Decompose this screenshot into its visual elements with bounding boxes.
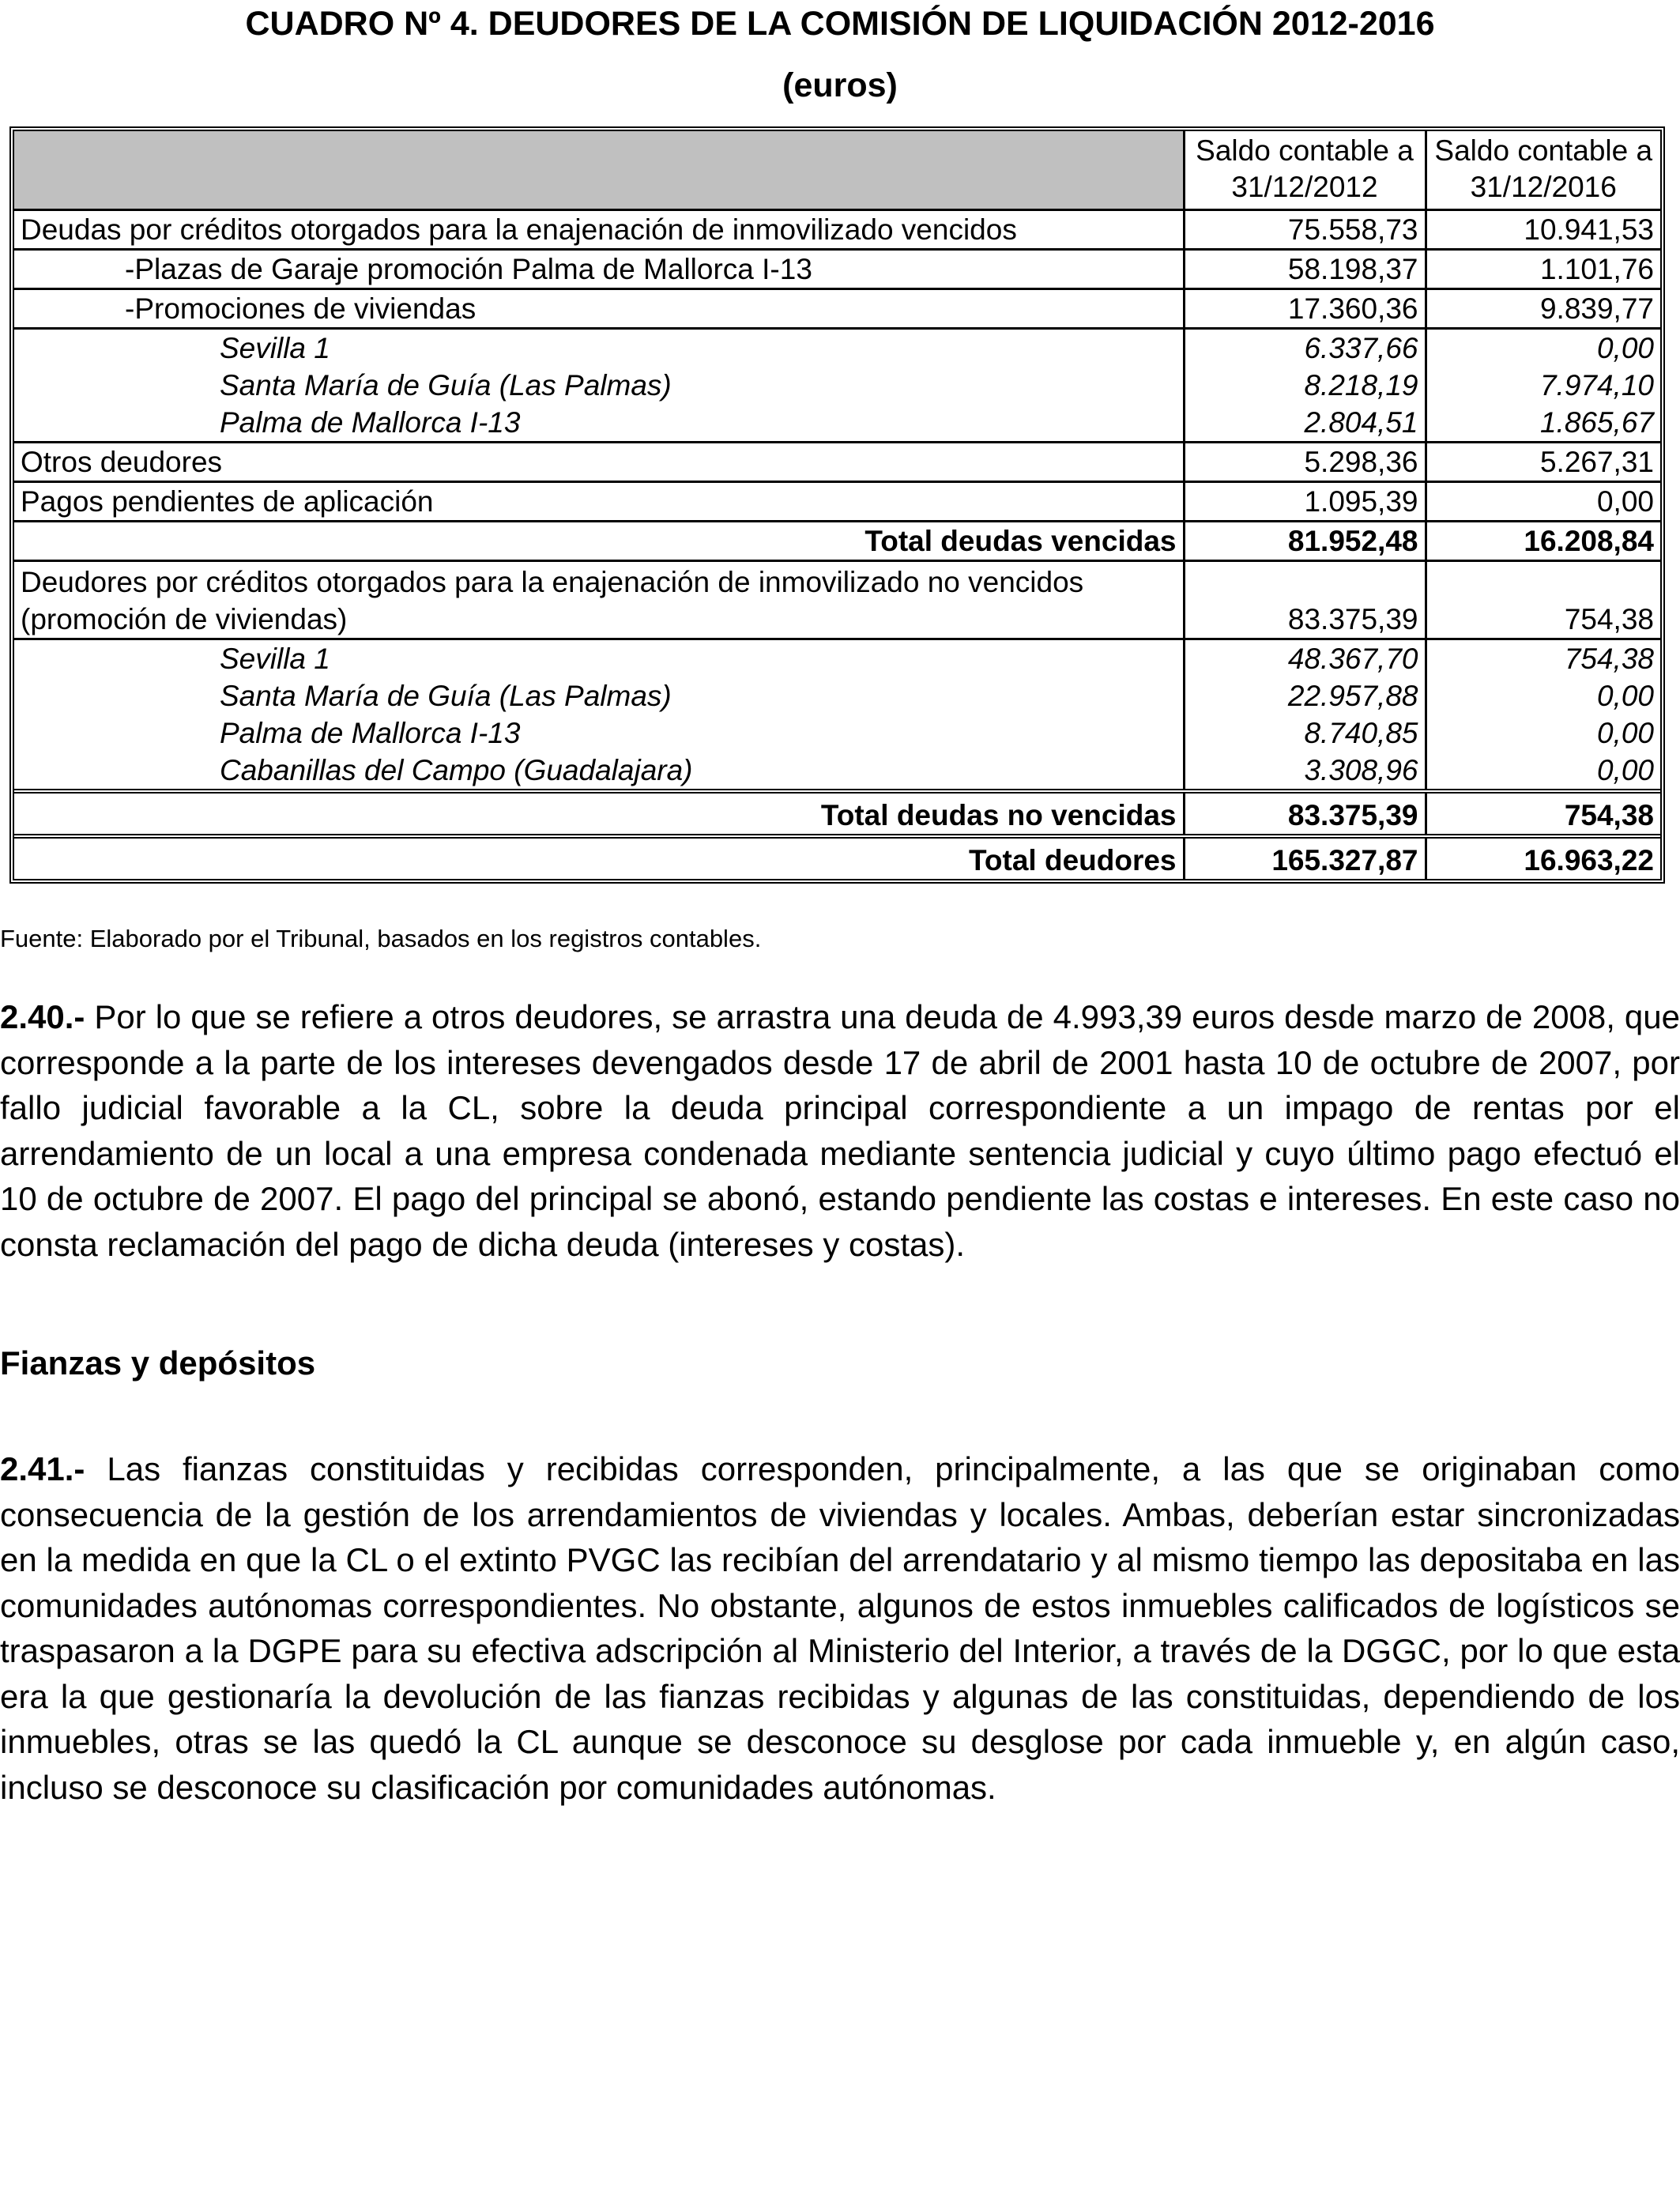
table-subtitle: (euros) [782,66,898,104]
table-row [14,482,1660,522]
row-value-2012: 17.360,36 [1184,289,1426,329]
table-row [14,639,1660,678]
row-value-2012: 81.952,48 [1184,522,1426,561]
row-label: Deudores por créditos otorgados para la enajenación de inmovilizado no vencidos (promoción de viviendas) [14,561,1184,639]
header-label-cell [14,131,1184,210]
row-label: Total deudas no vencidas [14,791,1184,836]
row-value-2012: 83.375,39 [1184,791,1426,836]
row-value-2012: 58.198,37 [1184,250,1426,289]
header-2012: Saldo contable a 31/12/2012 [1184,131,1426,210]
row-label: Total deudores [14,836,1184,879]
row-value-2016: 7.974,10 [1426,367,1660,404]
row-label: Santa María de Guía (Las Palmas) [220,369,672,401]
paragraph-number: 2.41.- [0,1450,85,1487]
table-row [14,250,1660,289]
row-value-2016: 0,00 [1426,752,1660,791]
paragraph-2-41 [0,1446,1680,1810]
table-row [14,404,1660,443]
row-label: -Plazas de Garaje promoción Palma de Mallorca I-13 [14,250,1184,289]
row-label: Total deudas vencidas [14,522,1184,561]
row-label: Sevilla 1 [14,639,1184,678]
table-row [14,561,1660,639]
row-value-2012: 165.327,87 [1184,836,1426,879]
header-2016: Saldo contable a 31/12/2016 [1426,131,1660,210]
row-value-2016: 754,38 [1426,639,1660,678]
row-value-2012: 6.337,66 [1184,329,1426,368]
row-value-2012: 22.957,88 [1184,677,1426,714]
row-label: Otros deudores [14,443,1184,482]
row-value-2016: 0,00 [1426,677,1660,714]
row-label: -Promociones de viviendas [14,289,1184,329]
section-heading: Fianzas y depósitos [0,1344,316,1382]
table-row [14,714,1660,752]
table-title: CUADRO Nº 4. DEUDORES DE LA COMISIÓN DE LIQUIDACIÓN 2012-2016 [245,5,1435,43]
row-value-2012: 2.804,51 [1184,404,1426,443]
table-row-total [14,791,1660,836]
row-value-2016: 1.865,67 [1426,404,1660,443]
table-row [14,443,1660,482]
row-label: Santa María de Guía (Las Palmas) [220,680,672,712]
table-row-total [14,522,1660,561]
row-value-2016: 10.941,53 [1426,210,1660,250]
row-value-2016: 0,00 [1426,329,1660,368]
row-label: Cabanillas del Campo (Guadalajara) [220,754,693,786]
row-value-2016: 9.839,77 [1426,289,1660,329]
row-value-2016: 5.267,31 [1426,443,1660,482]
paragraph-text: Por lo que se refiere a otros deudores, se arrastra una deuda de 4.993,39 euros desde marzo de 2008, que corresponde a la parte de los intereses devengados desde 17 de abril de 2001 hasta 10 de octubre de 2007, por fallo judicial favorable a la CL, sobre la deuda principal correspondiente a un impago de rentas por el arrendamiento de un local a una empresa condenada mediante sentencia judicial y cuyo último pago efectuó el 10 de octubre de 2007. El pago del principal se abonó, estando pendiente las costas e intereses. En este caso no consta reclamación del pago de dicha deuda (intereses y costas). [0,998,1680,1263]
table-row [14,752,1660,791]
row-label: Sevilla 1 [14,329,1184,368]
row-value-2012: 8.740,85 [1184,714,1426,752]
table-row [14,210,1660,250]
table-row [14,677,1660,714]
debtors-table [9,126,1665,884]
paragraph-2-40 [0,994,1680,1267]
table-row [14,329,1660,368]
row-label: Deudas por créditos otorgados para la enajenación de inmovilizado vencidos [14,210,1184,250]
row-value-2016: 16.963,22 [1426,836,1660,879]
row-value-2016: 1.101,76 [1426,250,1660,289]
row-value-2016: 0,00 [1426,714,1660,752]
row-value-2012: 3.308,96 [1184,752,1426,791]
table-header-row [14,131,1660,210]
row-label: Palma de Mallorca I-13 [220,717,521,749]
paragraph-text: Las fianzas constituidas y recibidas corresponden, principalmente, a las que se originaban como consecuencia de la gestión de los arrendamientos de viviendas y locales. Ambas, deberían estar sincronizadas en la medida en que la CL o el extinto PVGC las recibían del arrendatario y al mismo tiempo las depositaba en las comunidades autónomas correspondientes. No obstante, algunos de estos inmuebles calificados de logísticos se traspasaron a la DGPE para su efectiva adscripción al Ministerio del Interior, a través de la DGGC, por lo que esta era la que gestionaría la devolución de las fianzas recibidas y algunas de las constituidas, dependiendo de los inmuebles, otras se las quedó la CL aunque se desconoce su desglose por cada inmueble y, en algún caso, incluso se desconoce su clasificación por comunidades autónomas. [0,1450,1680,1806]
row-value-2016: 0,00 [1426,482,1660,522]
row-value-2016: 16.208,84 [1426,522,1660,561]
row-value-2016: 754,38 [1426,791,1660,836]
table-source-note: Fuente: Elaborado por el Tribunal, basados en los registros contables. [0,925,762,952]
paragraph-number: 2.40.- [0,998,85,1035]
table-row-grand-total [14,836,1660,879]
table-row [14,367,1660,404]
row-value-2012: 1.095,39 [1184,482,1426,522]
row-label: Palma de Mallorca I-13 [220,406,521,439]
row-label: Pagos pendientes de aplicación [14,482,1184,522]
row-value-2012: 48.367,70 [1184,639,1426,678]
row-value-2012: 83.375,39 [1184,561,1426,639]
row-value-2012: 5.298,36 [1184,443,1426,482]
row-value-2012: 8.218,19 [1184,367,1426,404]
row-value-2012: 75.558,73 [1184,210,1426,250]
table-row [14,289,1660,329]
row-value-2016: 754,38 [1426,561,1660,639]
